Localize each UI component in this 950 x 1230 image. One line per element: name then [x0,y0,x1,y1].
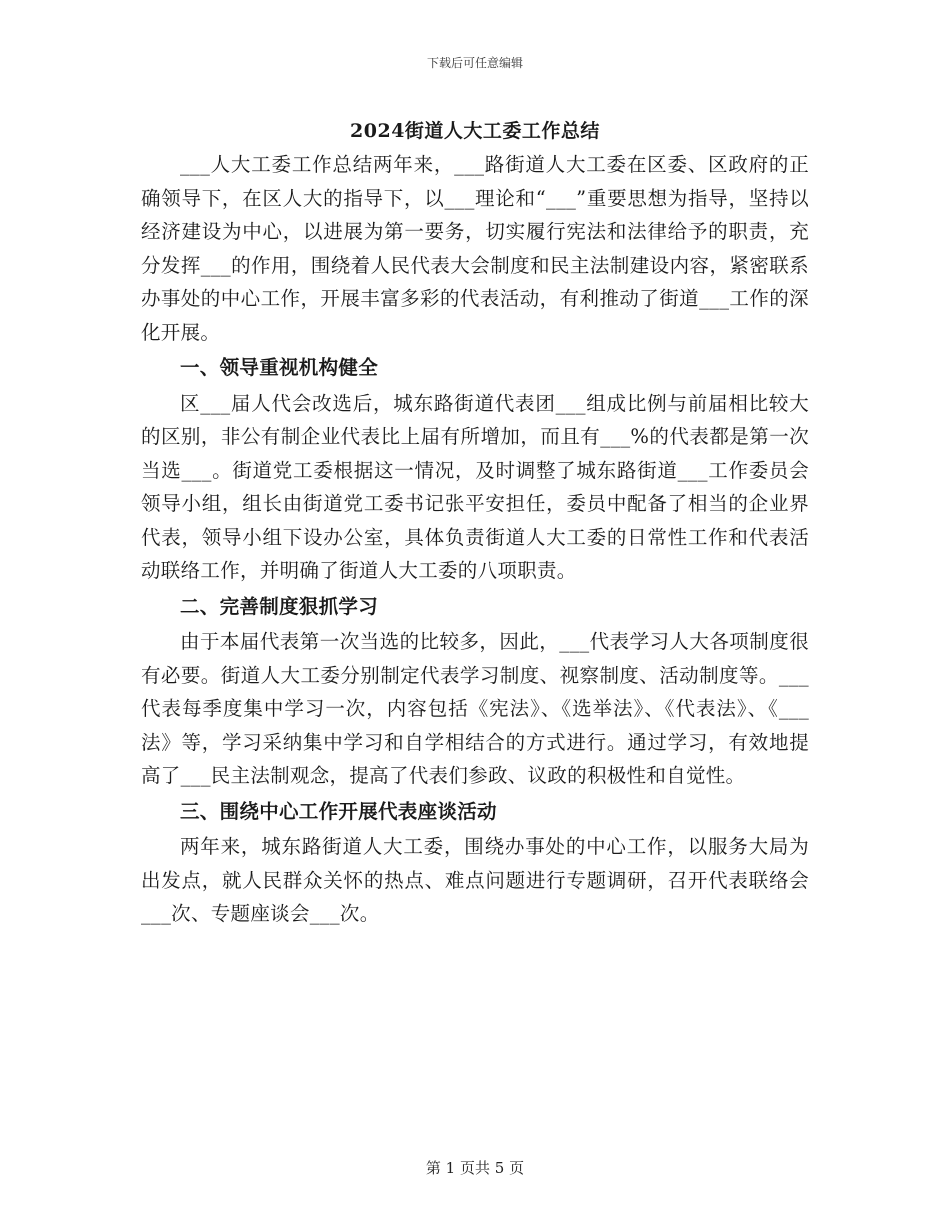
section-body-3: 两年来，城东路街道人大工委，围绕办事处的中心工作，以服务大局为出发点，就人民群众关怀的热点、难点问题进行专题调研，召开代表联络会___次、专题座谈会___次。 [141,835,809,925]
document-body [141,148,809,931]
section-heading-3: 三、围绕中心工作开展代表座谈活动 [180,799,497,823]
section-body-1: 区___届人代会改选后，城东路街道代表团___组成比例与前届相比较大的区别，非公有制企业代表比上届有所增加，而且有___%的代表都是第一次当选___。街道党工委根据这一情况，及时调整了城东路街道___工作委员会领导小组，组长由街道党工委书记张平安担任，委员中配备了相当的企业界代表，领导小组下设办公室，具体负责街道人大工委的日常性工作和代表活动联络工作，并明确了街道人大工委的八项职责。 [141,391,809,582]
document-title: 2024街道人大工委工作总结 [350,120,600,142]
section-body-2: 由于本届代表第一次当选的比较多，因此，___代表学习人大各项制度很有必要。街道人大工委分别制定代表学习制度、视察制度、活动制度等。___代表每季度集中学习一次，内容包括《宪法》、《选举法》、《代表法》、《___法》等，学习采纳集中学习和自学相结合的方式进行。通过学习，有效地提高了___民主法制观念，提高了代表们参政、议政的积极性和自觉性。 [141,630,809,787]
page-footer: 第 1 页共 5 页 [425,1159,525,1177]
section-heading-2: 二、完善制度狠抓学习 [180,594,379,618]
intro-paragraph: ___人大工委工作总结两年来，___路街道人大工委在区委、区政府的正确领导下，在区人大的指导下，以___理论和“___”重要思想为指导，坚持以经济建设为中心，以进展为第一要务，切实履行宪法和法律给予的职责，充分发挥___的作用，围绕着人民代表大会制度和民主法制建设内容，紧密联系办事处的中心工作，开展丰富多彩的代表活动，有利推动了街道___工作的深化开展。 [141,153,809,344]
header-note: 下载后可任意编辑 [426,56,523,70]
section-heading-1: 一、领导重视机构健全 [180,356,379,379]
